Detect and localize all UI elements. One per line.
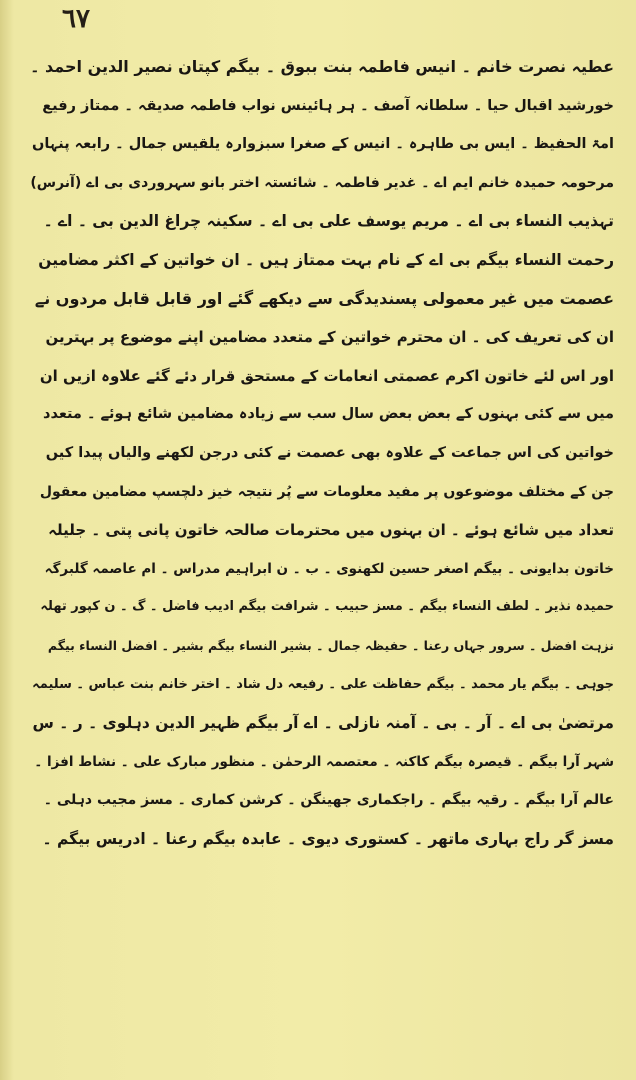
text-line: عطیہ نصرت خانم ۔ انیس فاطمہ بنت ببوق ۔ بیگم کپتان نصیر الدین احمد ۔ xyxy=(30,57,614,76)
text-line: ان کی تعریف کی ۔ ان محترم خواتین کے متعدد مضامین اپنے موضوع پر بہترین xyxy=(45,328,614,347)
text-line: عالم آرا بیگم ۔ رقیہ بیگم ۔ راجکماری جھینگن ۔ کرشن کماری ۔ مسز مجیب دہلی ۔ xyxy=(43,792,614,809)
text-line: مرحومہ حمیدہ خانم ایم اے ۔ غدیر فاطمہ ۔ شائستہ اختر بانو سہروردی بی اے (آنرس) xyxy=(30,174,614,191)
text-line: خورشید اقبال حیا ۔ سلطانہ آصف ۔ ہر ہائینس نواب فاطمہ صدیقہ ۔ ممتاز رفیع xyxy=(42,97,614,114)
text-line: نزہت افضل ۔ سرور جہاں رعنا ۔ حفیظہ جمال ۔ بشیر النساء بیگم بشیر ۔ افضل النساء بیگم xyxy=(47,637,614,653)
text-line: جوہی ۔ بیگم یار محمد ۔ بیگم حفاظت علی ۔ رفیعہ دل شاد ۔ اختر خانم بنت عباس ۔ سلیمہ xyxy=(32,676,614,692)
text-line: شہر آرا بیگم ۔ قیصرہ بیگم کاکنہ ۔ معتصمہ الرحمٰن ۔ منظور مبارک علی ۔ نشاط افزا ۔ xyxy=(34,753,614,770)
text-line: تہذیب النساء بی اے ۔ مریم یوسف علی بی اے ۔ سکینہ چراغ الدین بی ۔ اے ۔ xyxy=(43,212,614,231)
text-line: حمیدہ نذیر ۔ لطف النساء بیگم ۔ مسز حبیب ۔ شرافت بیگم ادیب فاضل ۔ گ ۔ ن کپور تھلہ xyxy=(40,599,614,615)
text-line: عصمت میں غیر معمولی پسندیدگی سے دیکھے گئے اور قابل قابل مردوں نے xyxy=(34,288,614,308)
text-line: اور اس لئے خاتون اکرم عصمتی انعامات کے مستحق قرار دئے گئے علاوہ ازیں ان xyxy=(39,366,614,385)
text-line: میں سے کئی بہنوں کے بعض بعض سال سب سے زیادہ مضامین شائع ہوئے ۔ متعدد xyxy=(43,406,614,423)
page-number: ٦٧ xyxy=(62,4,90,34)
text-line: خاتون بدایونی ۔ بیگم اصغر حسین لکھنوی ۔ ب ۔ ن ابراہیم مدراس ۔ ام عاصمہ گلبرگہ xyxy=(44,560,614,577)
text-line: جن کے مختلف موضوعوں پر مفید معلومات سے پُر نتیجہ خیز دلچسپ مضامین معقول xyxy=(39,483,614,500)
body-text xyxy=(30,48,614,858)
text-line: امۃ الحفیظ ۔ ایس بی طاہرہ ۔ انیس کے صغرا سبزوارہ یلقیس جمال ۔ رابعہ پنہاں xyxy=(31,136,614,153)
text-line: خواتین کی اس جماعت کے علاوہ بھی عصمت نے کئی درجن لکھنے والیاں پیدا کیں xyxy=(45,444,614,461)
text-line: تعداد میں شائع ہوئے ۔ ان بہنوں میں محترمات صالحہ خاتون پانی پتی ۔ جلیلہ xyxy=(48,521,614,540)
text-line: مرتضیٰ بی اے ۔ آر ۔ بی ۔ آمنہ نازلی ۔ اے آر بیگم ظہیر الدین دہلوی ۔ ر ۔ س xyxy=(32,714,614,733)
text-line: رحمت النساء بیگم بی اے کے نام بہت ممتاز ہیں ۔ ان خواتین کے اکثر مضامین xyxy=(38,250,614,269)
text-line: مسز گر راج بہاری ماتھر ۔ کستوری دیوی ۔ عابدہ بیگم رعنا ۔ ادریس بیگم ۔ xyxy=(42,829,614,848)
